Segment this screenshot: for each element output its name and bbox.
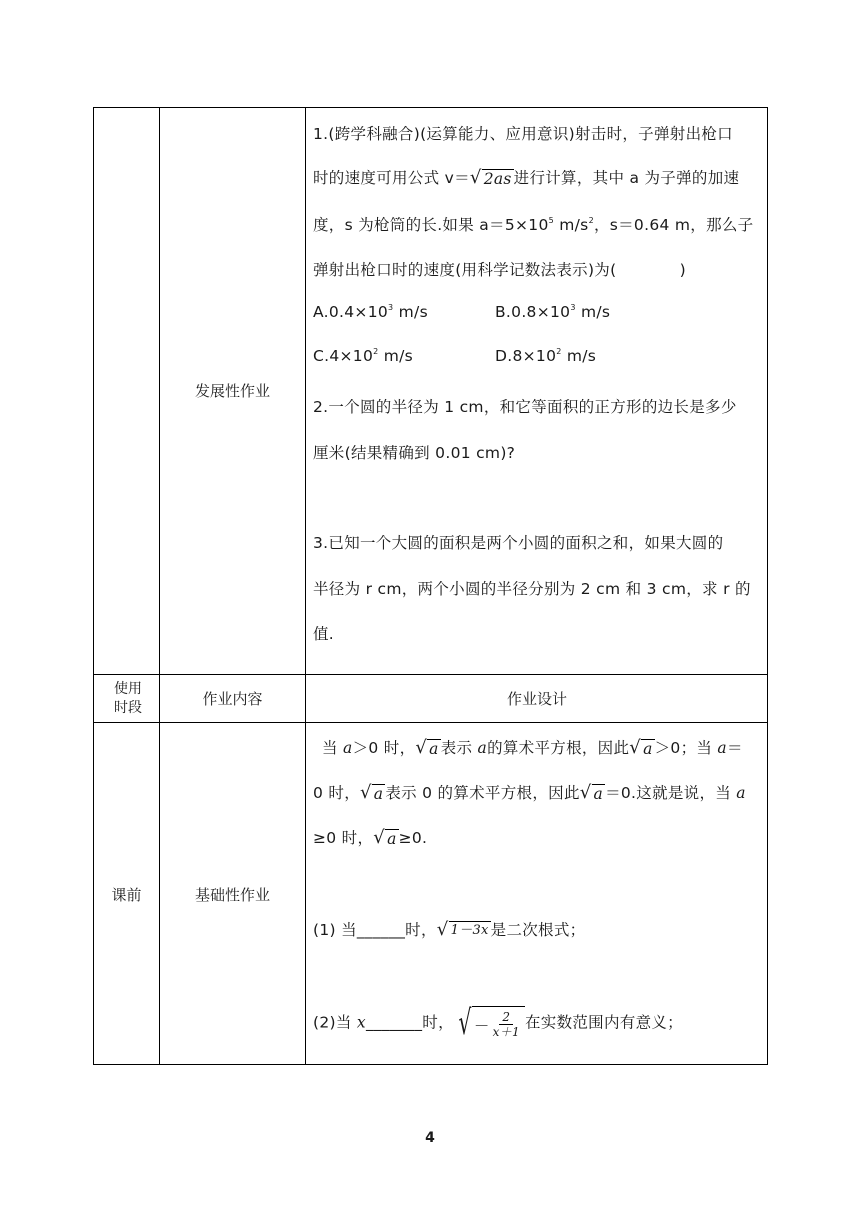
sqrt-a: √ a [629,737,653,758]
header-time-period: 使用时段 [114,680,142,716]
dev-homework-label: 发展性作业 [194,382,270,400]
header-homework-content: 作业内容 [202,690,263,708]
intro-line1: 当 a＞0 时， √ a 表示 a的算术平方根，因此 √ a ＞0；当 a＝ [322,737,743,758]
sqrt-a: √ a [360,782,384,803]
option-d: $D.8\times 10^2$ m/s [495,347,597,365]
q2-line2: 厘米(结果精确到 0.01 cm)? [313,444,516,462]
q3-line1: 3.已知一个大圆的面积是两个小圆的面积之和，如果大圆的 [313,534,724,552]
item-1: (1) 当______时， √ 1－3x 是二次根式； [313,919,586,940]
item-2: (2)当 x_______时， √ － $\frac{2}{x+1}$ 在实数范围内有意义； [313,1003,683,1043]
q1-line3: 度，s 为枪筒的长.如果 $a=5\times 10^5$ $m/s^2$，s＝0.64 m，那么子 [313,216,754,234]
basic-homework-label: 基础性作业 [194,885,270,904]
sqrt-fraction: √ － $\frac{2}{x+1}$ [454,1006,525,1040]
q1-line1: 1.(跨学科融合)(运算能力、应用意识)射击时，子弹射出枪口 [313,125,733,143]
option-c: $C.4\times 10^2$ m/s [313,347,414,365]
fraction: $\frac{2}{x+1}$ [492,1010,520,1039]
sqrt-a: √ a [415,737,439,758]
q1-line4: 弹射出枪口时的速度(用科学记数法表示)为( ) [313,261,686,279]
intro-line3: ≥0 时， √ a ≥0. [313,827,428,848]
header-homework-design: 作业设计 [506,690,567,708]
q2-line1: 2.一个圆的半径为 1 cm，和它等面积的正方形的边长是多少 [313,398,737,416]
sqrt-expression: √ 1－3x [436,919,489,940]
q1-line2: 时的速度可用公式 v＝ √ 2as 进行计算，其中 a 为子弹的加速 [313,167,740,188]
q3-line2: 半径为 r cm，两个小圆的半径分别为 2 cm 和 3 cm，求 r 的 [313,580,751,598]
option-a: $A.0.4\times 10^3$ m/s [313,303,428,321]
page-number: 4 [425,1130,435,1146]
sqrt-a: √ a [373,827,397,848]
intro-line2: 0 时， √ a 表示 0 的算术平方根，因此 √ a ＝0.这就是说，当 a [313,782,746,803]
option-b: $B.0.8\times 10^3$ m/s [495,303,611,321]
pre-class-label: 课前 [111,885,142,904]
sqrt-formula: √ 2as [469,167,512,188]
sqrt-a: √ a [579,782,604,803]
q3-line3: 值. [313,625,335,643]
